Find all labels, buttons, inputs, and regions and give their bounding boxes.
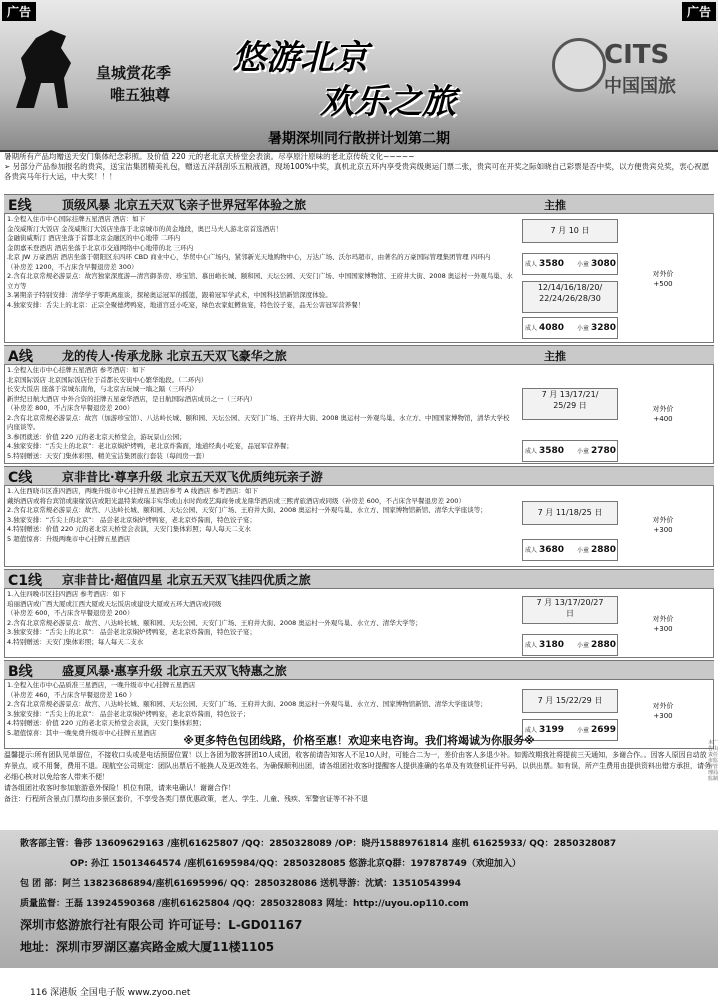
- child-price: 小童 3280: [577, 323, 616, 333]
- side-note: 本广告由责任市监督管理局监制: [708, 740, 718, 782]
- desc-line: 1.入住西晓市区准四酒店，两晚升级市中心挂牌五星酒店参考 A 线酒店 参考酒店：如下: [7, 487, 258, 495]
- line-desc: [7, 487, 515, 544]
- line-desc: [7, 681, 515, 738]
- notes: [4, 750, 712, 805]
- desc-line: 1.入住四晚市区挂四酒店 参考酒店：如下: [7, 590, 126, 598]
- desc-line: 4.独家安排：舌尖上的北京：正宗全聚德烤鸭宴，地道宫廷小吃宴，绿色农家虹鳟鱼宴，特色饺子宴，品无公害冠军营养餐！: [7, 300, 365, 309]
- line-c-section: [4, 485, 714, 567]
- line-e-header: [4, 194, 714, 214]
- dates: 7 月 11/18/25 日: [522, 501, 618, 525]
- dates: 7 月 10 日: [522, 219, 618, 243]
- desc-line: 金茂威斯汀大饭店 金茂威斯汀大饭店坐落于北京城市的黄金地段，奥巴马夫人游北京首选酒店！: [7, 224, 283, 233]
- desc-line: （补房差 600，不占床含早餐退房差 200）: [7, 609, 134, 617]
- desc-line: 新世纪日航大酒店 中外合资的挂牌五星豪华酒店，是日航国际酒店成员之一（三环内）: [7, 394, 257, 403]
- brand-en: CITS: [604, 40, 670, 70]
- contact-row: 质量监督：王磊 13924590368 /座机61625804 /QQ：2850328083 网址：http://uyou.op110.com: [20, 899, 469, 909]
- line-name: 龙的传人·传承龙脉 北京五天双飞豪华之旅: [62, 349, 287, 363]
- desc-line: 2.含有北京常规必游景点：故宫、八达岭长城、颐和园、天坛公园、天安门广场、王府井大街、2008 奥运村一外观鸟巢、水立方、国家博物馆新馆、清华大学座谈等；: [7, 700, 487, 708]
- desc-line: 北京国际饭店 北京国际饭店位于首都长安街中心繁华地段。（二环内）: [7, 375, 208, 384]
- foreign-price: 对外价 +300: [652, 702, 674, 720]
- more-routes-banner: ※更多特色包团线路，价格至惠！欢迎来电咨询。我们将竭诚为你服务※: [183, 734, 535, 747]
- desc-line: 3.独家安排：“舌尖上的北京”： 品尝老北京焖炉烤鸭宴，老北京炸酱面，特色饺子宴；: [7, 515, 257, 524]
- desc-line: 北京 JW 万豪酒店 酒店坐落于朝阳区东四环 CBD 商业中心，华贸中心广场内，紧邻新光天地购物中心，万达广场、沃尔玛超市，由著名的万豪国际管理集团管理 四环内: [7, 253, 491, 261]
- child-price: 小童 2880: [577, 545, 616, 555]
- desc-line: 2.含有北京常规必游景点：故宫独家深度游—清宫御茶房、珍宝馆、慕田峪长城、颐和园、天坛公园、天安门广场、中国国家博物馆、王府井大街、2008 奥运村一外观鸟巢、水立方等: [7, 272, 513, 290]
- intro: [4, 152, 712, 182]
- contact-footer: [0, 830, 718, 968]
- desc-line: （补房差 1200，不占床含早餐退房差 300）: [7, 262, 138, 271]
- desc-line: 4.特别赠送：价值 220 元的老北京天桥堂会表演，天安门集体彩照；: [7, 719, 206, 727]
- price-box: [522, 539, 618, 561]
- company-name: 深圳市悠游旅行社有限公司 许可证号：L-GD01167: [20, 918, 303, 932]
- slogan-2: 唯五独尊: [110, 86, 171, 104]
- adult-price: 成人 3580: [525, 446, 564, 456]
- ad-tag-right: 广告: [682, 2, 716, 21]
- adult-price: 成人 3180: [525, 640, 564, 650]
- dates: 12/14/16/18/20/ 22/24/26/28/30: [522, 281, 618, 313]
- subtitle: 暑期深圳同行散拼计划第二期: [268, 131, 450, 147]
- ad-tag-left: 广告: [2, 2, 36, 21]
- desc-line: 长安大饭店 座落于京城东南角，与北京古玩城一墙之隔（三环内）: [7, 385, 198, 393]
- desc-line: 2.含有北京常规必游景点：故宫（加游珍宝馆）、八达岭长城、颐和园、天坛公园、天安门广场、王府井大街、2008 奥运村一外观鸟巢、水立方、中国国家博物馆，清华大学校内座谈等。: [7, 413, 510, 431]
- line-code: C线: [8, 470, 33, 486]
- desc-line: 5 超值惊喜：升级两晚市中心挂牌五星酒店: [7, 534, 131, 543]
- child-price: 小童 2780: [577, 446, 616, 456]
- line-tag: 主推: [544, 350, 566, 363]
- line-e-section: [4, 213, 714, 343]
- line-code: B线: [8, 664, 33, 680]
- horse-logo-icon: [6, 18, 86, 118]
- line-name: 顶级风暴 北京五天双飞亲子世界冠军体验之旅: [62, 198, 307, 212]
- page-footer: [0, 985, 718, 998]
- foreign-price: 对外价 +300: [652, 615, 674, 633]
- line-tag: 主推: [544, 199, 566, 212]
- foreign-price: 对外价 +300: [652, 516, 674, 534]
- line-name: 盛夏风暴·惠享升级 北京五天双飞特惠之旅: [62, 664, 287, 678]
- desc-line: 戴纳酒店或将台宾馆或康缘饭店或阳光温特莱或瑞丰实华或山水时尚或艺海商务或龙鼎华酒店或三熙青旅酒店或同级（补房差 600，不占床含早餐退房差 200）: [7, 496, 465, 505]
- line-code: A线: [8, 349, 33, 365]
- title-line-1: 悠游北京: [232, 38, 368, 78]
- header-banner: [0, 0, 718, 152]
- desc-line: 5.超值惊喜：其中一晚免费升级市中心挂牌五星酒店: [7, 728, 157, 737]
- price-box: [522, 253, 618, 275]
- title-line-2: 欢乐之旅: [320, 82, 456, 122]
- desc-line: 3.参团就送：价值 220 元的老北京天桥堂会，游玩景山公园；: [7, 432, 186, 441]
- note-line: 备注：行程所含景点门票均由多景区套价，不享受各类门票优惠政策，老人、学生、儿童、残疾、军警官证等不补不退: [4, 795, 368, 803]
- foreign-price: 对外价 +500: [652, 270, 674, 288]
- desc-line: 4.独家安排：“舌尖上的北京”：老北京焖炉烤鸭，老北京炸酱面，地道经典小吃宴，品冠军营养餐；: [7, 442, 293, 450]
- price-box: [522, 440, 618, 462]
- desc-line: 2.含有北京常规必游景点：故宫、八达岭长城、颐和园、天坛公园、天安门广场、王府井大街、2008 奥运村一外观鸟巢、水立方、清华大学等；: [7, 618, 422, 627]
- adult-price: 成人 3580: [525, 259, 564, 269]
- intro-line: 暑期所有产品均赠送天安门集体纪念彩照。及价值 220 元的老北京天桥堂会表演。尽享原汁原味的老北京传统文化~~~~~: [4, 152, 415, 161]
- adult-price: 成人 3680: [525, 545, 564, 555]
- cits-emblem-icon: [552, 38, 606, 92]
- line-desc: [7, 590, 515, 647]
- child-price: 小童 2699: [577, 725, 616, 735]
- desc-line: 3.独家安排：“舌尖上的北京”： 品尝老北京焖炉烤鸭宴，老北京炸酱面，特色饺子；: [7, 709, 250, 718]
- page-footer-text: 116 深港版 全国电子版 www.zyoo.net: [30, 988, 191, 998]
- price-box: [522, 317, 618, 339]
- desc-line: 金融街威斯汀 酒店坐落于首都北京金融区的中心地带 二环内: [7, 234, 181, 242]
- slogan-1: 皇城赏花季: [96, 64, 172, 82]
- line-c1-header: [4, 569, 714, 589]
- dates: 7 月 15/22/29 日: [522, 689, 618, 713]
- desc-line: （补房差 460，不占床含早餐退房差 160 ）: [7, 690, 136, 699]
- desc-line: 5.特别赠送：天安门集体彩照、精美宝洁集团旅行套装（每间房一套）: [7, 451, 209, 460]
- dates: 7 月 13/17/21/ 25/29 日: [522, 388, 618, 420]
- desc-line: 4.特别赠送：价值 220 元的老北京天桥堂会表演，天安门集体彩照；每人每天二支水: [7, 525, 251, 533]
- line-code: E线: [8, 198, 32, 214]
- desc-line: 3.暑期亲子特别安排：清华学子零距离座谈，探秘奥运冠军的摇篮，跟着冠军学武术，中国科技馆新馆深度体验。: [7, 291, 332, 299]
- contact-row: OP: 孙江 15013464574 /座机61695984/QQ：2850328085 悠游北京Q群：197878749（欢迎加入）: [70, 859, 521, 869]
- desc-line: 珀丽酒店或广西大厦或江西大厦或天坛饭店或建设大厦或五环大酒店或同级: [7, 599, 222, 608]
- desc-line: 2.含有北京常规必游景点：故宫、八达岭长城、颐和园、天坛公园、天安门广场、王府井大街、2008 奥运村一外观鸟巢、水立方、国家博物馆新馆、清华大学座谈等；: [7, 506, 487, 514]
- line-a-section: [4, 364, 714, 464]
- dates: 7 月 13/17/20/27 日: [522, 596, 618, 624]
- child-price: 小童 3080: [577, 259, 616, 269]
- line-desc: [7, 215, 515, 310]
- desc-line: 1.全程入住市中心挂牌五星酒店 参考酒店：如下: [7, 366, 146, 374]
- desc-line: （补房差 800，不占床含早餐退房差 200）: [7, 404, 134, 412]
- contact-row: 散客部主管：鲁莎 13609629163 /座机61625807 /QQ：2850328089 /OP：晓丹15889761814 座机 61625933/ QQ：2850328087: [20, 839, 617, 849]
- adult-price: 成人 4080: [525, 323, 564, 333]
- line-c-header: [4, 466, 714, 486]
- line-c1-section: [4, 588, 714, 658]
- child-price: 小童 2880: [577, 640, 616, 650]
- line-name: 京非昔比·尊享升级 北京五天双飞优质纯玩亲子游: [62, 470, 323, 484]
- company-address: 地址：深圳市罗湖区嘉宾路金威大厦11楼1105: [20, 940, 275, 954]
- note-line: 温馨提示:所有团队见单留位，不接收口头或是电话预留位置！以上各团为散客拼团10人成团，收客前请告知客人不足10人时，可能合二为一，差价由客人多退少补。如需改期我社将提前三天通知，多谢合作。。因客人原因自动放弃景点，或不用餐，费用不退。现航空公司规定：团队出票后不能换人及更改姓名，为确保顺利出团，请各组团社收客时提醒客人提供准确的名单及有效登机证件号码，以供出票。如有误，所产生费用由提供资料出错方承担，请务必细心核对以免给客人带来不便！: [4, 751, 711, 781]
- desc-line: 4.特别赠送：天安门集体彩照；每人每天二支水: [7, 637, 144, 646]
- line-a-header: [4, 345, 714, 365]
- line-b-header: [4, 660, 714, 680]
- line-name: 京非昔比·超值四星 北京五天双飞挂四优质之旅: [62, 573, 311, 587]
- adult-price: 成人 3199: [525, 725, 564, 735]
- note-line: 请各组团社收客时参加旅游意外保险！机位有限，请来电确认！谢谢合作！: [4, 784, 235, 792]
- desc-line: 1.全程入住市中心国际挂牌五星酒店 酒店：如下: [7, 215, 146, 223]
- foreign-price: 对外价 +400: [652, 405, 674, 423]
- desc-line: 金朗嘉禾登酒店 酒店坐落于北京市交通网络中心地带的北 三环内: [7, 243, 194, 252]
- contact-row: 包 团 部：阿兰 13823686894/座机61695996/ QQ：2850328086 送机导游：沈斌：13510543994: [20, 879, 462, 889]
- line-code: C1线: [8, 573, 43, 589]
- line-desc: [7, 366, 515, 461]
- desc-line: 1.全程入住市中心品质准三星酒店，一晚升级市中心挂牌五星酒店: [7, 681, 196, 689]
- desc-line: 3.独家安排：“舌尖上的北京”： 品尝老北京焖炉烤鸭宴，老北京炸酱面，特色饺子宴；: [7, 628, 257, 636]
- intro-line: ➢ 另部分产品参加报名的贵宾，送宝洁集团精美礼包，赠送五洋刮刮乐五粮液酒，现场100%中奖，真机北京五环内享受贵宾级奥运门票二张，贵宾可在开奖之际如晓自己彩票是否中奖，以方便贵宾兑奖，衷心祝愿各贵宾马年行大运，中大奖！！！: [4, 162, 710, 181]
- price-box: [522, 634, 618, 656]
- brand-cn: 中国国旅: [604, 76, 676, 97]
